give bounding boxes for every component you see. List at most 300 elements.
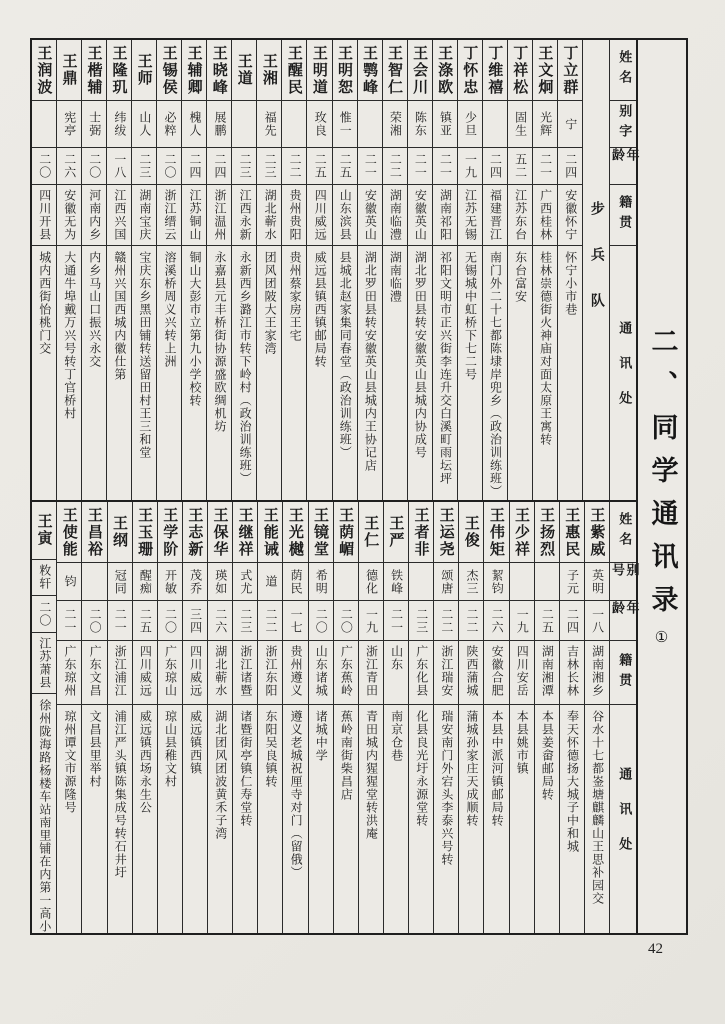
person-origin: 安徽无为 <box>62 189 77 241</box>
person-origin-cell <box>510 640 534 704</box>
person-origin-cell <box>182 184 206 245</box>
person-alias-cell <box>383 100 407 147</box>
person-column <box>457 40 482 500</box>
person-origin-cell <box>208 640 232 704</box>
person-name: 丁维禧 <box>486 44 505 96</box>
person-alias: 少旦 <box>463 111 478 137</box>
person-name-cell <box>132 40 156 100</box>
person-age: 一九 <box>463 153 478 179</box>
person-origin-cell <box>459 640 483 704</box>
person-address-cell <box>384 704 408 933</box>
person-age-cell <box>57 147 81 184</box>
person-name-cell <box>183 502 207 562</box>
person-address-cell <box>57 245 81 500</box>
header-column <box>609 502 639 933</box>
person-origin: 四川威远 <box>313 189 328 241</box>
person-address: 本县中派河镇邮局转 <box>490 710 505 827</box>
person-name-cell <box>232 40 256 100</box>
person-alias-cell <box>359 562 383 600</box>
person-age: 二二 <box>465 607 480 634</box>
section-title <box>646 327 678 646</box>
person-alias: 固生 <box>513 111 528 137</box>
person-origin-cell <box>333 184 357 245</box>
person-address: 溶溪桥周义兴转上洲 <box>162 251 177 368</box>
column-header-label: 别号 <box>609 563 639 583</box>
person-name: 王光樾 <box>286 506 305 558</box>
person-address: 谷水十七都崟塘麒麟山王思补园交 <box>590 710 605 905</box>
person-name: 王保华 <box>211 506 230 558</box>
person-origin: 湖北蕲水 <box>263 189 278 241</box>
person-age: 二六 <box>213 607 228 634</box>
person-alias-cell <box>282 100 306 147</box>
person-name: 王隆玑 <box>110 44 129 96</box>
person-address: 永新西乡潞江市转下岭村（政治训练班） <box>238 251 253 485</box>
person-origin: 山东滨县 <box>338 189 353 241</box>
person-origin: 四川安岳 <box>515 645 530 697</box>
person-origin-cell <box>307 184 331 245</box>
person-age: 二五 <box>338 153 353 179</box>
person-address-cell <box>309 704 333 933</box>
person-alias-cell <box>82 100 106 147</box>
person-origin: 浙江缙云 <box>162 189 177 241</box>
person-alias-cell <box>133 562 157 600</box>
person-origin-cell <box>558 184 582 245</box>
person-origin-cell <box>383 184 407 245</box>
person-alias-cell <box>409 562 433 600</box>
person-origin-cell <box>533 184 557 245</box>
person-column <box>132 502 157 933</box>
section-title-strip <box>636 40 686 933</box>
person-address-cell <box>82 704 106 933</box>
person-origin: 福建晋江 <box>488 189 503 241</box>
person-name: 王润波 <box>35 44 54 96</box>
person-origin-cell <box>133 640 157 704</box>
person-address-cell <box>208 704 232 933</box>
person-name: 王楷辅 <box>85 44 104 96</box>
person-alias-cell <box>307 100 331 147</box>
person-name-cell <box>182 40 206 100</box>
person-origin-cell <box>57 640 81 704</box>
person-address: 化县良光圩永源堂转 <box>414 710 429 827</box>
person-alias-cell <box>560 562 584 600</box>
person-origin-cell <box>258 640 282 704</box>
person-address: 东阳吴良镇转 <box>264 710 279 788</box>
person-name-cell <box>258 502 282 562</box>
person-address-cell <box>434 704 458 933</box>
person-age: 二五 <box>313 153 328 179</box>
person-age-cell <box>183 600 207 640</box>
person-age: 二〇 <box>87 153 102 179</box>
person-name-cell <box>408 40 432 100</box>
person-address: 湖南临澧 <box>388 251 403 303</box>
person-alias-cell <box>408 100 432 147</box>
person-origin: 浙江浦江 <box>113 645 128 697</box>
person-address: 怀宁小市巷 <box>563 251 578 316</box>
person-name-cell <box>333 40 357 100</box>
person-age: 二二 <box>439 607 454 634</box>
person-address-cell <box>408 245 432 500</box>
person-column <box>81 40 106 500</box>
person-name: 王扬烈 <box>538 506 557 558</box>
person-name: 王明恕 <box>335 44 354 96</box>
person-column <box>382 40 407 500</box>
person-name: 王者非 <box>412 506 431 558</box>
person-name: 王智仁 <box>386 44 405 96</box>
person-origin-cell <box>132 184 156 245</box>
person-origin-cell <box>408 184 432 245</box>
person-address-cell <box>560 704 584 933</box>
person-alias-cell <box>558 100 582 147</box>
person-age-cell <box>458 147 482 184</box>
person-origin: 广东化县 <box>414 645 429 697</box>
person-origin-cell <box>384 640 408 704</box>
person-address-cell <box>182 245 206 500</box>
table-band-top <box>32 40 639 502</box>
person-name: 王明道 <box>310 44 329 96</box>
person-age-cell <box>258 600 282 640</box>
person-alias-cell <box>508 100 532 147</box>
person-origin: 湖南祁阳 <box>438 189 453 241</box>
person-origin-cell <box>358 184 382 245</box>
person-name: 王文炯 <box>536 44 555 96</box>
person-alias-cell <box>458 100 482 147</box>
person-name: 王玉珊 <box>136 506 155 558</box>
band-columns <box>32 502 639 933</box>
column-header-cell <box>609 600 639 640</box>
person-column <box>257 502 282 933</box>
person-name: 王惠民 <box>563 506 582 558</box>
person-name-cell <box>409 502 433 562</box>
person-age-cell <box>157 147 181 184</box>
person-origin-cell <box>158 640 182 704</box>
person-age: 二三 <box>238 607 253 634</box>
person-age: 二五 <box>138 607 153 634</box>
person-alias-cell <box>484 562 508 600</box>
column-header-label: 通讯处 <box>616 320 632 426</box>
person-column <box>232 502 257 933</box>
person-address-cell <box>510 704 534 933</box>
person-address-cell <box>459 704 483 933</box>
person-alias: 纬绂 <box>112 111 127 137</box>
table-band-bottom <box>32 502 639 933</box>
person-origin-cell <box>82 184 106 245</box>
person-name-cell <box>383 40 407 100</box>
person-origin-cell <box>207 184 231 245</box>
person-name: 王辅卿 <box>185 44 204 96</box>
person-name: 王纲 <box>110 515 129 549</box>
person-age: 二四 <box>187 153 202 179</box>
person-origin-cell <box>433 184 457 245</box>
person-address: 威远县镇西镇邮局转 <box>313 251 328 368</box>
person-alias-cell <box>158 562 182 600</box>
person-name: 丁怀忠 <box>461 44 480 96</box>
person-column <box>206 40 231 500</box>
column-header-cell <box>610 184 636 245</box>
person-column <box>584 502 609 933</box>
person-origin-cell <box>283 640 307 704</box>
person-age: 三四 <box>188 607 203 634</box>
column-header-label: 年龄 <box>609 601 639 621</box>
person-origin-cell <box>585 640 609 704</box>
person-address: 大通牛埠戴万兴号转丁官桥村 <box>62 251 77 420</box>
person-name: 王道 <box>235 53 254 87</box>
person-age: 二一 <box>389 607 404 634</box>
person-origin: 安徽怀宁 <box>563 189 578 241</box>
person-column <box>282 502 307 933</box>
person-origin: 浙江温州 <box>213 189 228 241</box>
person-address: 瑞安南门外宕头李泰兴号转 <box>439 710 454 866</box>
person-age: 二一 <box>363 153 378 179</box>
person-address: 城内西街怡桃门交 <box>37 251 52 355</box>
person-address-cell <box>433 245 457 500</box>
person-origin: 浙江青田 <box>364 645 379 697</box>
person-age-cell <box>82 147 106 184</box>
person-address: 湖北团风团波黄禾子湾 <box>213 710 228 840</box>
person-address: 南门外二十七都陈埭岸兜乡（政治训练班） <box>488 251 503 498</box>
person-address: 诸城中学 <box>314 710 329 762</box>
person-age-cell <box>282 147 306 184</box>
person-age-cell <box>409 600 433 640</box>
person-address: 内乡马山口振兴永交 <box>87 251 102 368</box>
person-address: 东台富安 <box>513 251 528 303</box>
person-origin-cell <box>82 640 106 704</box>
person-origin: 安徽英山 <box>413 189 428 241</box>
person-age: 二四 <box>488 153 503 179</box>
section-title-text: 二、同学通讯录 <box>646 327 678 628</box>
table-bands <box>32 40 639 933</box>
person-address: 贵州蔡家房王宅 <box>288 251 303 342</box>
person-name-cell <box>157 40 181 100</box>
person-age: 二二 <box>388 153 403 179</box>
person-name: 王严 <box>387 515 406 549</box>
title-footnote-mark: ① <box>652 628 671 646</box>
person-name-cell <box>207 40 231 100</box>
person-address: 威远镇西镇 <box>188 710 203 775</box>
person-address-cell <box>535 704 559 933</box>
person-column <box>182 502 207 933</box>
person-address: 团风团陂大王家湾 <box>263 251 278 355</box>
person-column <box>357 40 382 500</box>
person-alias-cell <box>57 562 81 600</box>
person-age-cell <box>182 147 206 184</box>
person-address: 徐州陇海路杨楼车站南里铺在内第一高小 <box>37 699 52 933</box>
person-origin: 浙江东阳 <box>264 645 279 697</box>
person-alias: 士弼 <box>87 111 102 137</box>
person-age: 二一 <box>538 153 553 179</box>
person-origin: 山东 <box>389 645 404 671</box>
person-alias: 敉轩 <box>37 564 52 591</box>
person-age: 二一 <box>113 607 128 634</box>
person-name: 王仁 <box>362 515 381 549</box>
person-name-cell <box>82 40 106 100</box>
person-age: 二〇 <box>162 153 177 179</box>
person-address-cell <box>333 245 357 500</box>
person-column <box>532 40 557 500</box>
person-alias-cell <box>183 562 207 600</box>
person-address-cell <box>82 245 106 500</box>
person-age-cell <box>533 147 557 184</box>
person-column <box>534 502 559 933</box>
person-column <box>482 40 507 500</box>
person-address-cell <box>359 704 383 933</box>
person-origin-cell <box>282 184 306 245</box>
person-age: 二三 <box>238 153 253 179</box>
person-age-cell <box>484 600 508 640</box>
column-header-label: 年龄 <box>609 148 639 168</box>
person-alias: 陈东 <box>413 111 428 137</box>
person-name: 王鹗峰 <box>361 44 379 96</box>
person-column <box>32 40 56 500</box>
person-alias: 玫良 <box>313 111 328 137</box>
person-name-cell <box>282 40 306 100</box>
person-origin-cell <box>157 184 181 245</box>
person-age: 二一 <box>413 153 428 179</box>
person-origin: 广东蕉岭 <box>339 645 354 697</box>
person-origin-cell <box>458 184 482 245</box>
person-alias-cell <box>233 562 257 600</box>
person-address-cell <box>232 245 256 500</box>
person-age-cell <box>307 147 331 184</box>
person-name-cell <box>484 502 508 562</box>
person-name: 王荫嵋 <box>337 506 356 558</box>
person-address: 无锡城中虹桥下七二号 <box>463 251 478 381</box>
person-origin-cell <box>334 640 358 704</box>
person-address-cell <box>258 704 282 933</box>
column-header-label: 籍贯 <box>616 195 632 235</box>
person-origin: 安徽英山 <box>363 189 378 241</box>
person-age: 二四 <box>213 153 228 179</box>
person-age: 一九 <box>364 607 379 634</box>
person-alias-cell <box>358 100 382 147</box>
person-age-cell <box>257 147 281 184</box>
person-name-cell <box>307 40 331 100</box>
person-address-cell <box>107 245 131 500</box>
person-age: 二二 <box>288 153 303 179</box>
person-address: 祁阳文明市正兴街李连升交白溪町雨坛坪 <box>438 251 453 485</box>
person-address: 铜山大彭市立第九小学校转 <box>187 251 202 407</box>
person-address-cell <box>157 245 181 500</box>
person-column <box>358 502 383 933</box>
person-column <box>308 502 333 933</box>
person-column <box>181 40 206 500</box>
person-name-cell <box>57 502 81 562</box>
person-name: 王使能 <box>60 506 79 558</box>
person-origin: 吉林长林 <box>565 645 580 697</box>
person-age: 二三 <box>137 153 152 179</box>
person-column <box>383 502 408 933</box>
person-origin-cell <box>484 640 508 704</box>
person-column <box>483 502 508 933</box>
person-column <box>407 40 432 500</box>
unit-column <box>582 40 609 500</box>
person-alias-cell <box>32 559 56 595</box>
person-alias-cell <box>334 562 358 600</box>
person-age: 二四 <box>563 153 578 179</box>
person-alias: 子元 <box>565 568 580 595</box>
person-name: 王俊 <box>462 515 481 549</box>
person-name: 王湘 <box>260 53 279 87</box>
person-alias: 瑛如 <box>213 568 228 595</box>
person-alias: 醒痴 <box>138 568 153 595</box>
person-alias: 絜钧 <box>490 568 505 595</box>
person-origin-cell <box>183 640 207 704</box>
person-age-cell <box>82 600 106 640</box>
person-age-cell <box>207 147 231 184</box>
person-name-cell <box>535 502 559 562</box>
person-name: 王寅 <box>35 513 54 548</box>
person-age-cell <box>158 600 182 640</box>
column-header-cell <box>610 640 636 704</box>
person-address: 浦江严头镇陈集成号转石井圩 <box>113 710 128 879</box>
person-name: 王紫威 <box>588 506 607 558</box>
person-origin-cell <box>535 640 559 704</box>
column-header-cell <box>609 562 639 600</box>
person-column <box>56 502 81 933</box>
person-origin: 浙江瑞安 <box>439 645 454 697</box>
person-origin-cell <box>359 640 383 704</box>
person-origin: 贵州遵义 <box>289 645 304 697</box>
person-column <box>507 40 532 500</box>
person-name: 王志新 <box>186 506 205 558</box>
person-address: 宝庆东乡黑田铺转送留田村王三和堂 <box>137 251 152 459</box>
person-origin-cell <box>57 184 81 245</box>
person-origin-cell <box>32 184 56 245</box>
person-origin-cell <box>560 640 584 704</box>
person-alias: 式尤 <box>238 568 253 595</box>
person-alias-cell <box>32 100 56 147</box>
person-alias: 铁峰 <box>389 568 404 595</box>
person-address-cell <box>458 245 482 500</box>
person-name: 王学阶 <box>161 506 180 558</box>
person-origin: 安徽合肥 <box>490 645 505 697</box>
person-alias: 道 <box>264 575 279 588</box>
header-column <box>609 40 639 500</box>
person-address-cell <box>383 245 407 500</box>
person-origin-cell <box>434 640 458 704</box>
person-origin: 湖南湘潭 <box>540 645 555 697</box>
person-age: 二六 <box>490 607 505 634</box>
person-age-cell <box>108 600 132 640</box>
person-age: 二〇 <box>314 607 329 634</box>
person-origin-cell <box>508 184 532 245</box>
person-address-cell <box>183 704 207 933</box>
person-name: 王运尧 <box>437 506 456 558</box>
person-address: 赣州兴国西城内徽仕第 <box>112 251 127 381</box>
person-address-cell <box>334 704 358 933</box>
column-header-cell <box>610 245 636 500</box>
person-origin-cell <box>32 632 56 693</box>
person-origin: 江苏无锡 <box>463 189 478 241</box>
person-address-cell <box>483 245 507 500</box>
person-name-cell <box>233 502 257 562</box>
person-column <box>256 40 281 500</box>
person-alias-cell <box>157 100 181 147</box>
person-alias-cell <box>585 562 609 600</box>
person-name-cell <box>459 502 483 562</box>
column-header-cell <box>610 502 636 562</box>
person-age-cell <box>459 600 483 640</box>
person-age-cell <box>558 147 582 184</box>
person-column <box>131 40 156 500</box>
person-age-cell <box>535 600 559 640</box>
person-age-cell <box>508 147 532 184</box>
person-origin-cell <box>232 184 256 245</box>
person-origin: 江苏铜山 <box>187 189 202 241</box>
person-name-cell <box>82 502 106 562</box>
person-column <box>509 502 534 933</box>
person-column <box>156 40 181 500</box>
person-column <box>433 502 458 933</box>
